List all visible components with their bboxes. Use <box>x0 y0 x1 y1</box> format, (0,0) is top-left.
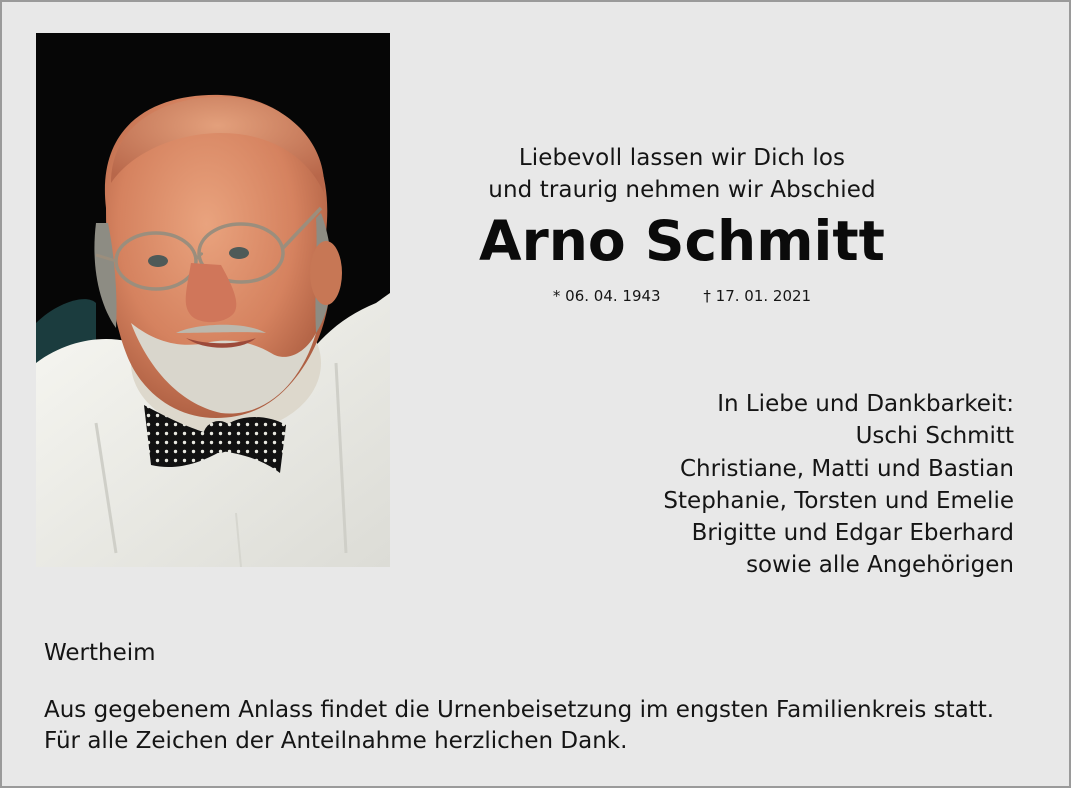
header-block <box>422 142 942 306</box>
mourner-line: Brigitte und Edgar Eberhard <box>691 520 1014 547</box>
closing-message <box>44 695 994 757</box>
mourner-line: sowie alle Angehörigen <box>746 552 1014 579</box>
mourner-line: Christiane, Matti und Bastian <box>680 455 1014 482</box>
mourner-line: Stephanie, Torsten und Emelie <box>663 487 1014 514</box>
mourner-line: Uschi Schmitt <box>855 423 1014 450</box>
birth-date: * 06. 04. 1943 <box>552 287 661 305</box>
mourners-heading: In Liebe und Dankbarkeit: <box>717 391 1014 417</box>
intro-line-1: Liebevoll lassen wir Dich los <box>518 145 846 171</box>
message-line-2: Für alle Zeichen der Anteilnahme herzlichen Dank. <box>44 728 628 754</box>
portrait-photo <box>36 33 390 567</box>
deceased-name: Arno Schmitt <box>479 209 885 273</box>
place-name: Wertheim <box>44 640 156 666</box>
death-date: † 17. 01. 2021 <box>703 287 812 305</box>
life-dates <box>422 286 942 306</box>
mourners-list <box>574 388 1014 582</box>
intro-line-2: und traurig nehmen wir Abschied <box>488 177 876 203</box>
message-line-1: Aus gegebenem Anlass findet die Urnenbeisetzung im engsten Familienkreis statt. <box>44 697 995 723</box>
